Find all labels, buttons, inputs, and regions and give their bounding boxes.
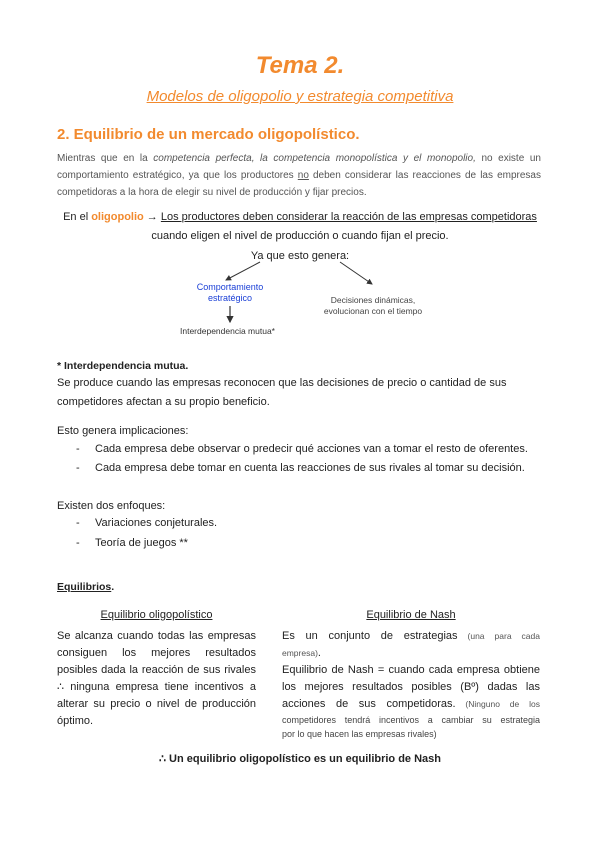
equilibrios-heading: Equilibrios. bbox=[57, 581, 115, 593]
implicacion-item: Cada empresa debe observar o predecir qué acciones van a tomar el resto de oferentes. bbox=[95, 443, 528, 455]
interdependencia-heading: * Interdependencia mutua. bbox=[57, 360, 189, 372]
oligopolio-statement-line2: cuando eligen el nivel de producción o cuando fijan el precio. bbox=[151, 230, 449, 242]
bullet-dash: - bbox=[76, 517, 80, 529]
diagram-comportamiento: Comportamiento estratégico bbox=[196, 282, 264, 303]
enfoque-item: Variaciones conjeturales. bbox=[95, 517, 218, 529]
page-title: Tema 2. bbox=[255, 52, 345, 79]
bullet-dash: - bbox=[76, 462, 80, 474]
arrow-left bbox=[226, 262, 260, 280]
diagram-decisiones: Decisiones dinámicas, evolucionan con el tiempo bbox=[323, 295, 423, 316]
oligopolio-keyword: oligopolio bbox=[91, 211, 144, 223]
interdependencia-line2: competidores afectan a su propio beneficio. bbox=[57, 396, 270, 408]
bullet-dash: - bbox=[76, 443, 80, 455]
diagram-interdependencia: Interdependencia mutua* bbox=[180, 326, 275, 336]
enfoques-intro: Existen dos enfoques: bbox=[57, 500, 166, 512]
equilibrio-oligopolistico-text: Se alcanza cuando todas las empresas consiguen los mejores resultados posibles dada la reacción de sus rivales ∴ ninguna empresa tiene incentivos a alterar su precio o nivel de producción óptimo. bbox=[57, 630, 256, 727]
equilibrio-nash-title: Equilibrio de Nash bbox=[366, 609, 456, 621]
diagram-arrows bbox=[0, 0, 600, 360]
page-subtitle: Modelos de oligopolio y estrategia competitiva bbox=[146, 88, 454, 105]
bullet-dash: - bbox=[76, 537, 80, 549]
interdependencia-line1: Se produce cuando las empresas reconocen que las decisiones de precio o cantidad de sus bbox=[57, 377, 507, 389]
conclusion: ∴ Un equilibrio oligopolístico es un equilibrio de Nash bbox=[158, 753, 441, 765]
implicaciones-intro: Esto genera implicaciones: bbox=[57, 425, 189, 437]
equilibrio-nash-text: Es un conjunto de estrategias (una para cada empresa). Equilibrio de Nash = cuando cada empresa obtiene los mejores resultados posibles (Bº) dadas las acciones de sus competidoras. (Ninguno de los competidores tendrá incentivos a cambiar su estrategia por lo que hacen las empresas rivales) bbox=[282, 630, 540, 739]
section-heading: 2. Equilibrio de un mercado oligopolístico. bbox=[57, 126, 360, 143]
intro-paragraph: Mientras que en la competencia perfecta, la competencia monopolística y el monopolio, no existe un comportamiento estratégico, ya que los productores no deben considerar las reacciones de las empresas competidoras a la hora de elegir su nivel de producción y fijar precios. bbox=[57, 153, 541, 198]
equilibrio-oligopolistico-title: Equilibrio oligopolístico bbox=[100, 609, 213, 621]
genera-label: Ya que esto genera: bbox=[250, 250, 350, 262]
arrow-right bbox=[340, 262, 372, 284]
oligopolio-statement: En el oligopolio → Los productores deben considerar la reacción de las empresas competidoras bbox=[63, 211, 537, 223]
enfoque-item: Teoría de juegos ** bbox=[95, 537, 188, 549]
implicacion-item: Cada empresa debe tomar en cuenta las reacciones de sus rivales al tomar su decisión. bbox=[95, 462, 525, 474]
